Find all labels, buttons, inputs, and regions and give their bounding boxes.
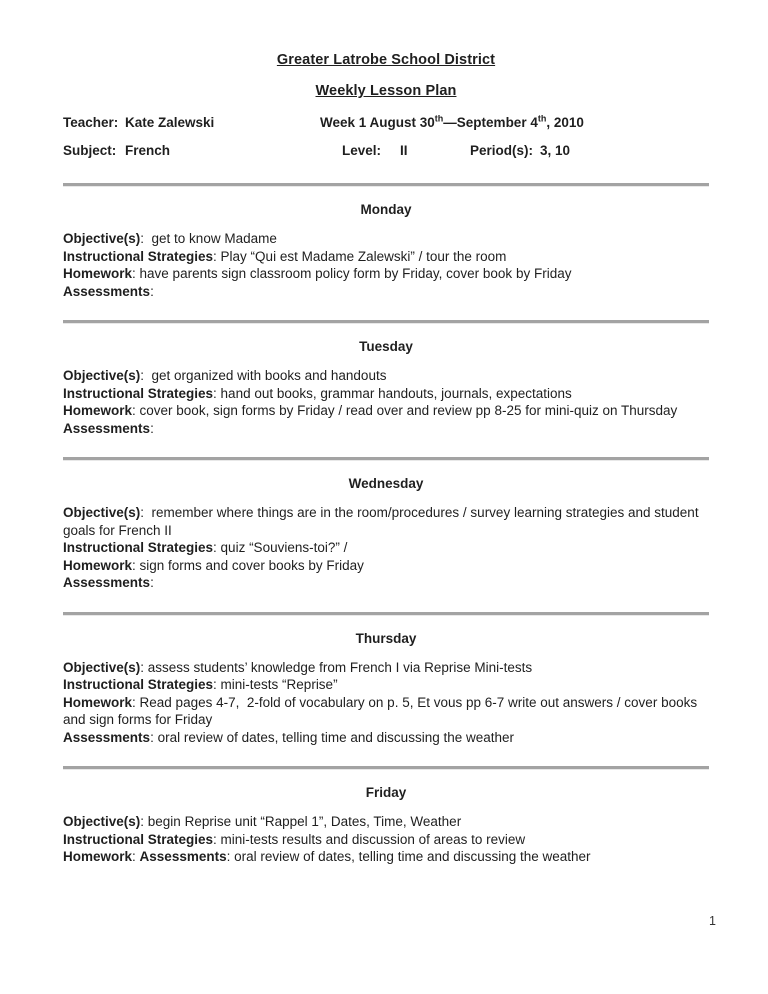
field-label: Homework — [63, 266, 133, 281]
field-label: Homework — [63, 849, 133, 864]
lesson-line — [63, 574, 709, 592]
field-text: : — [150, 420, 154, 436]
day-section-tuesday — [63, 339, 709, 437]
lesson-line — [63, 813, 709, 831]
lesson-line — [63, 659, 709, 677]
field-label: Homework — [63, 557, 133, 573]
field-label: Instructional Strategies — [63, 831, 214, 847]
field-text: : begin Reprise unit “Rappel 1”, Dates, Time, Weather — [140, 814, 462, 829]
field-text: : Read pages 4-7, 2-fold of vocabulary on p. 5, Et vous pp 6-7 write out answers / cover books and sign forms for Friday — [63, 694, 701, 727]
lesson-line — [63, 283, 709, 301]
field-text: : oral review of dates, telling time and discussing the weather — [226, 849, 591, 864]
section-divider — [63, 766, 709, 770]
field-text: : assess students’ knowledge from French I via Reprise Mini-tests — [140, 659, 533, 675]
lesson-line — [63, 557, 709, 575]
lesson-line — [63, 248, 709, 266]
field-label: Homework — [63, 694, 133, 710]
field-text: : — [150, 575, 154, 590]
lesson-line — [63, 729, 709, 747]
field-text: : mini-tests results and discussion of areas to review — [213, 831, 526, 847]
week-range-sup1: th — [434, 113, 444, 124]
day-heading: Friday — [365, 785, 407, 800]
week-range-pre: Week 1 August 30 — [320, 115, 435, 130]
document-content — [63, 52, 709, 866]
field-label: Instructional Strategies — [63, 677, 214, 692]
level-value: II — [400, 143, 408, 158]
field-text: : have parents sign classroom policy form by Friday, cover book by Friday — [132, 266, 572, 281]
field-text: : get to know Madame — [140, 231, 277, 246]
section-divider — [63, 320, 709, 324]
field-text: : — [150, 283, 154, 299]
teacher-row — [63, 115, 709, 143]
lesson-line — [63, 848, 709, 866]
lesson-line — [63, 367, 709, 385]
period-value: 3, 10 — [540, 143, 571, 158]
week-range-sup2: th — [537, 113, 547, 124]
field-label: Instructional Strategies — [63, 540, 214, 555]
week-range-mid: —September 4 — [443, 115, 538, 130]
section-divider — [63, 612, 709, 616]
day-section-friday — [63, 785, 709, 866]
level-label: Level: — [342, 143, 382, 158]
subject-label: Subject: — [63, 143, 117, 158]
field-text: : cover book, sign forms by Friday / read over and review pp 8-25 for mini-quiz on Thursday — [132, 403, 678, 418]
lesson-line — [63, 831, 709, 849]
field-text: : Play “Qui est Madame Zalewski” / tour the room — [213, 248, 507, 264]
day-heading: Wednesday — [348, 476, 424, 491]
lesson-line — [63, 230, 709, 248]
field-text: : get organized with books and handouts — [140, 368, 387, 383]
field-label: Assessments — [63, 283, 151, 299]
teacher-label: Teacher: — [63, 115, 119, 130]
day-heading: Monday — [360, 202, 412, 217]
lesson-line — [63, 504, 709, 539]
section-divider — [63, 183, 709, 187]
period-label: Period(s): — [470, 143, 534, 158]
field-text: : remember where things are in the room/procedures / survey learning strategies and student goals for French II — [63, 505, 703, 538]
day-section-thursday — [63, 631, 709, 747]
field-text: : — [132, 849, 140, 864]
field-label: Assessments — [63, 729, 151, 745]
document-subtitle: Weekly Lesson Plan — [315, 83, 457, 99]
teacher-name: Kate Zalewski — [125, 115, 215, 130]
field-text: : quiz “Souviens-toi?” / — [213, 540, 348, 555]
lesson-line — [63, 539, 709, 557]
field-text: : mini-tests “Reprise” — [213, 677, 338, 692]
field-label: Assessments — [63, 575, 151, 590]
subject-row — [63, 143, 709, 171]
field-label: Homework — [63, 403, 133, 418]
field-text: : sign forms and cover books by Friday — [132, 557, 364, 573]
field-label: Instructional Strategies — [63, 248, 214, 264]
day-sections — [63, 183, 709, 866]
week-range — [320, 115, 584, 130]
lesson-line — [63, 420, 709, 438]
lesson-line — [63, 385, 709, 403]
field-label: Assessments — [63, 420, 151, 436]
field-text: : hand out books, grammar handouts, journals, expectations — [213, 385, 572, 401]
day-section-wednesday — [63, 476, 709, 592]
lesson-line — [63, 402, 709, 420]
lesson-line — [63, 265, 709, 283]
field-label: Objective(s) — [63, 814, 141, 829]
page-number: 1 — [709, 914, 716, 928]
field-label: Objective(s) — [63, 368, 141, 383]
field-label: Objective(s) — [63, 505, 141, 520]
day-heading: Thursday — [355, 630, 417, 646]
section-divider — [63, 457, 709, 461]
day-heading: Tuesday — [359, 339, 413, 354]
field-label: Objective(s) — [63, 659, 141, 675]
week-range-post: , 2010 — [546, 115, 584, 130]
subject-value: French — [125, 143, 171, 158]
field-label: Objective(s) — [63, 231, 141, 246]
day-section-monday — [63, 202, 709, 300]
lesson-line — [63, 694, 709, 729]
field-text: : oral review of dates, telling time and discussing the weather — [150, 729, 515, 745]
field-label: Instructional Strategies — [63, 385, 214, 401]
lesson-line — [63, 676, 709, 694]
document-title: Greater Latrobe School District — [276, 52, 496, 68]
field-label: Assessments — [139, 849, 227, 864]
